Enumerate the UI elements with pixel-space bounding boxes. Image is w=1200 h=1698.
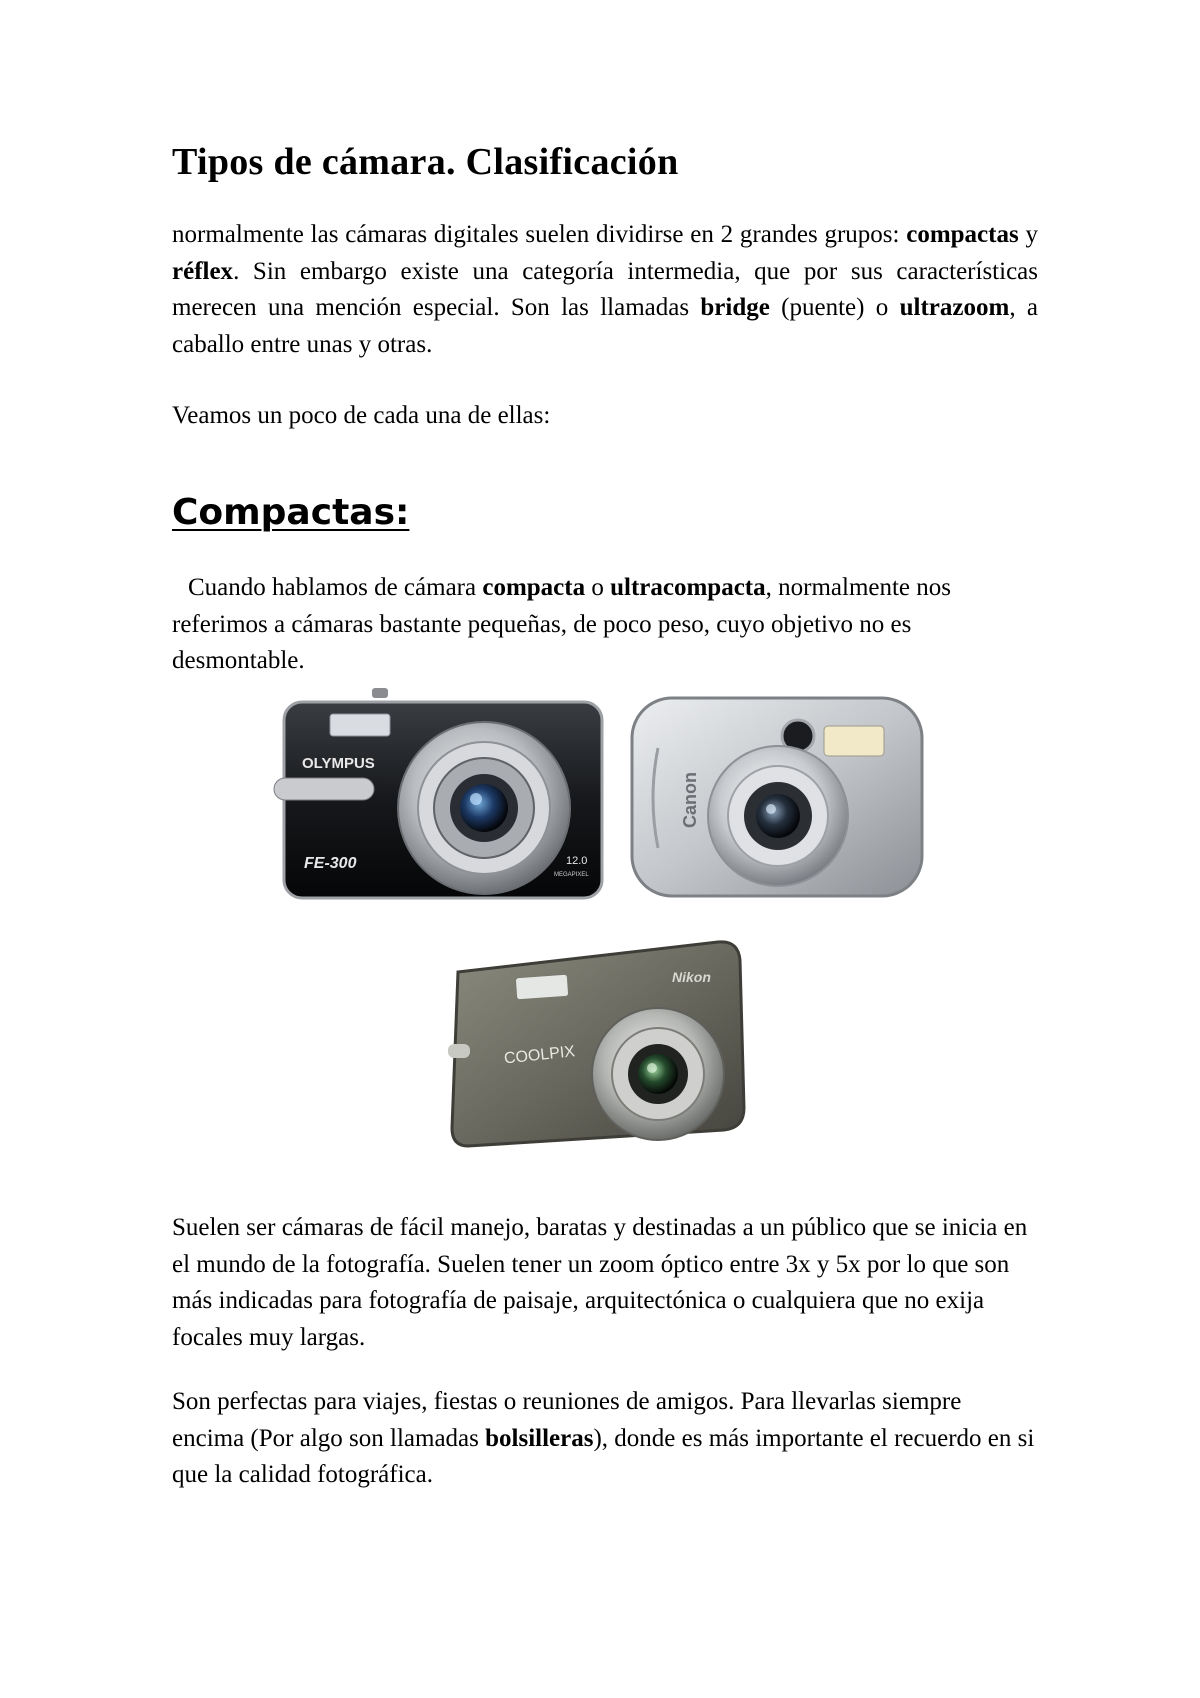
compact-paragraph-1 (172, 570, 1038, 680)
term-reflex: réflex (172, 257, 234, 285)
canon-camera-image (628, 688, 928, 900)
olympus-model-label: FE-300 (304, 855, 357, 872)
term-bridge: bridge (700, 294, 770, 321)
olympus-brand-label: OLYMPUS (302, 755, 375, 772)
nikon-brand-label: Nikon (672, 969, 711, 985)
term-compactas: compactas (906, 221, 1019, 248)
canon-brand-label: Canon (680, 772, 700, 828)
section-heading-compactas: Compactas: (172, 492, 410, 533)
term-ultracompacta: ultracompacta (610, 574, 766, 601)
compact-p1-text-2: o (585, 574, 611, 601)
intro-text-1: normalmente las cámaras digitales suelen dividirse en 2 grandes grupos: (172, 221, 907, 248)
olympus-megapixel-sub: MEGAPIXEL (554, 872, 589, 878)
intro-text-5: , a caballo entre unas y otras. (172, 294, 1038, 358)
intro-text-2: y (1018, 221, 1038, 248)
compact-p1-text-3: , normalmente nos referimos a cámaras bastante pequeñas, de poco peso, cuyo objetivo no es desmontable. (172, 574, 952, 674)
compact-p1-text-1: Cuando hablamos de cámara (188, 574, 483, 601)
compact-paragraph-2: Suelen ser cámaras de fácil manejo, baratas y destinadas a un público que se inicia en el mundo de la fotografía. Suelen tener un zoom óptico entre 3x y 5x por lo que son más indicadas para fotografía de paisaje, arquitectónica o cualquiera que no exija focales muy largas. (172, 1214, 1028, 1351)
intro-text-4: (puente) o (769, 294, 900, 321)
intro-paragraph-2: Veamos un poco de cada una de ellas: (172, 402, 551, 429)
term-bolsilleras: bolsilleras (485, 1424, 594, 1452)
page-title: Tipos de cámara. Clasificación (172, 141, 679, 183)
compact-p3-text-1: Son perfectas para viajes, fiestas o reuniones de amigos. Para llevarlas siempre encima (Por algo son llamadas (172, 1388, 962, 1452)
intro-paragraph (172, 217, 1038, 363)
compact-p3-text-2: ), donde es más importante el recuerdo en si que la calidad fotográfica. (172, 1424, 1035, 1488)
compact-paragraph-3 (172, 1384, 1038, 1494)
nikon-model-label: COOLPIX (503, 1043, 576, 1068)
term-compacta: compacta (482, 574, 586, 601)
olympus-camera-image (270, 688, 615, 902)
term-ultrazoom: ultrazoom (899, 294, 1010, 321)
nikon-camera-image (448, 932, 746, 1150)
olympus-megapixel-label: 12.0 (566, 855, 588, 867)
intro-text-3: . Sin embargo existe una categoría intermedia, que por sus características merecen una mención especial. Son las llamadas (172, 257, 1038, 321)
